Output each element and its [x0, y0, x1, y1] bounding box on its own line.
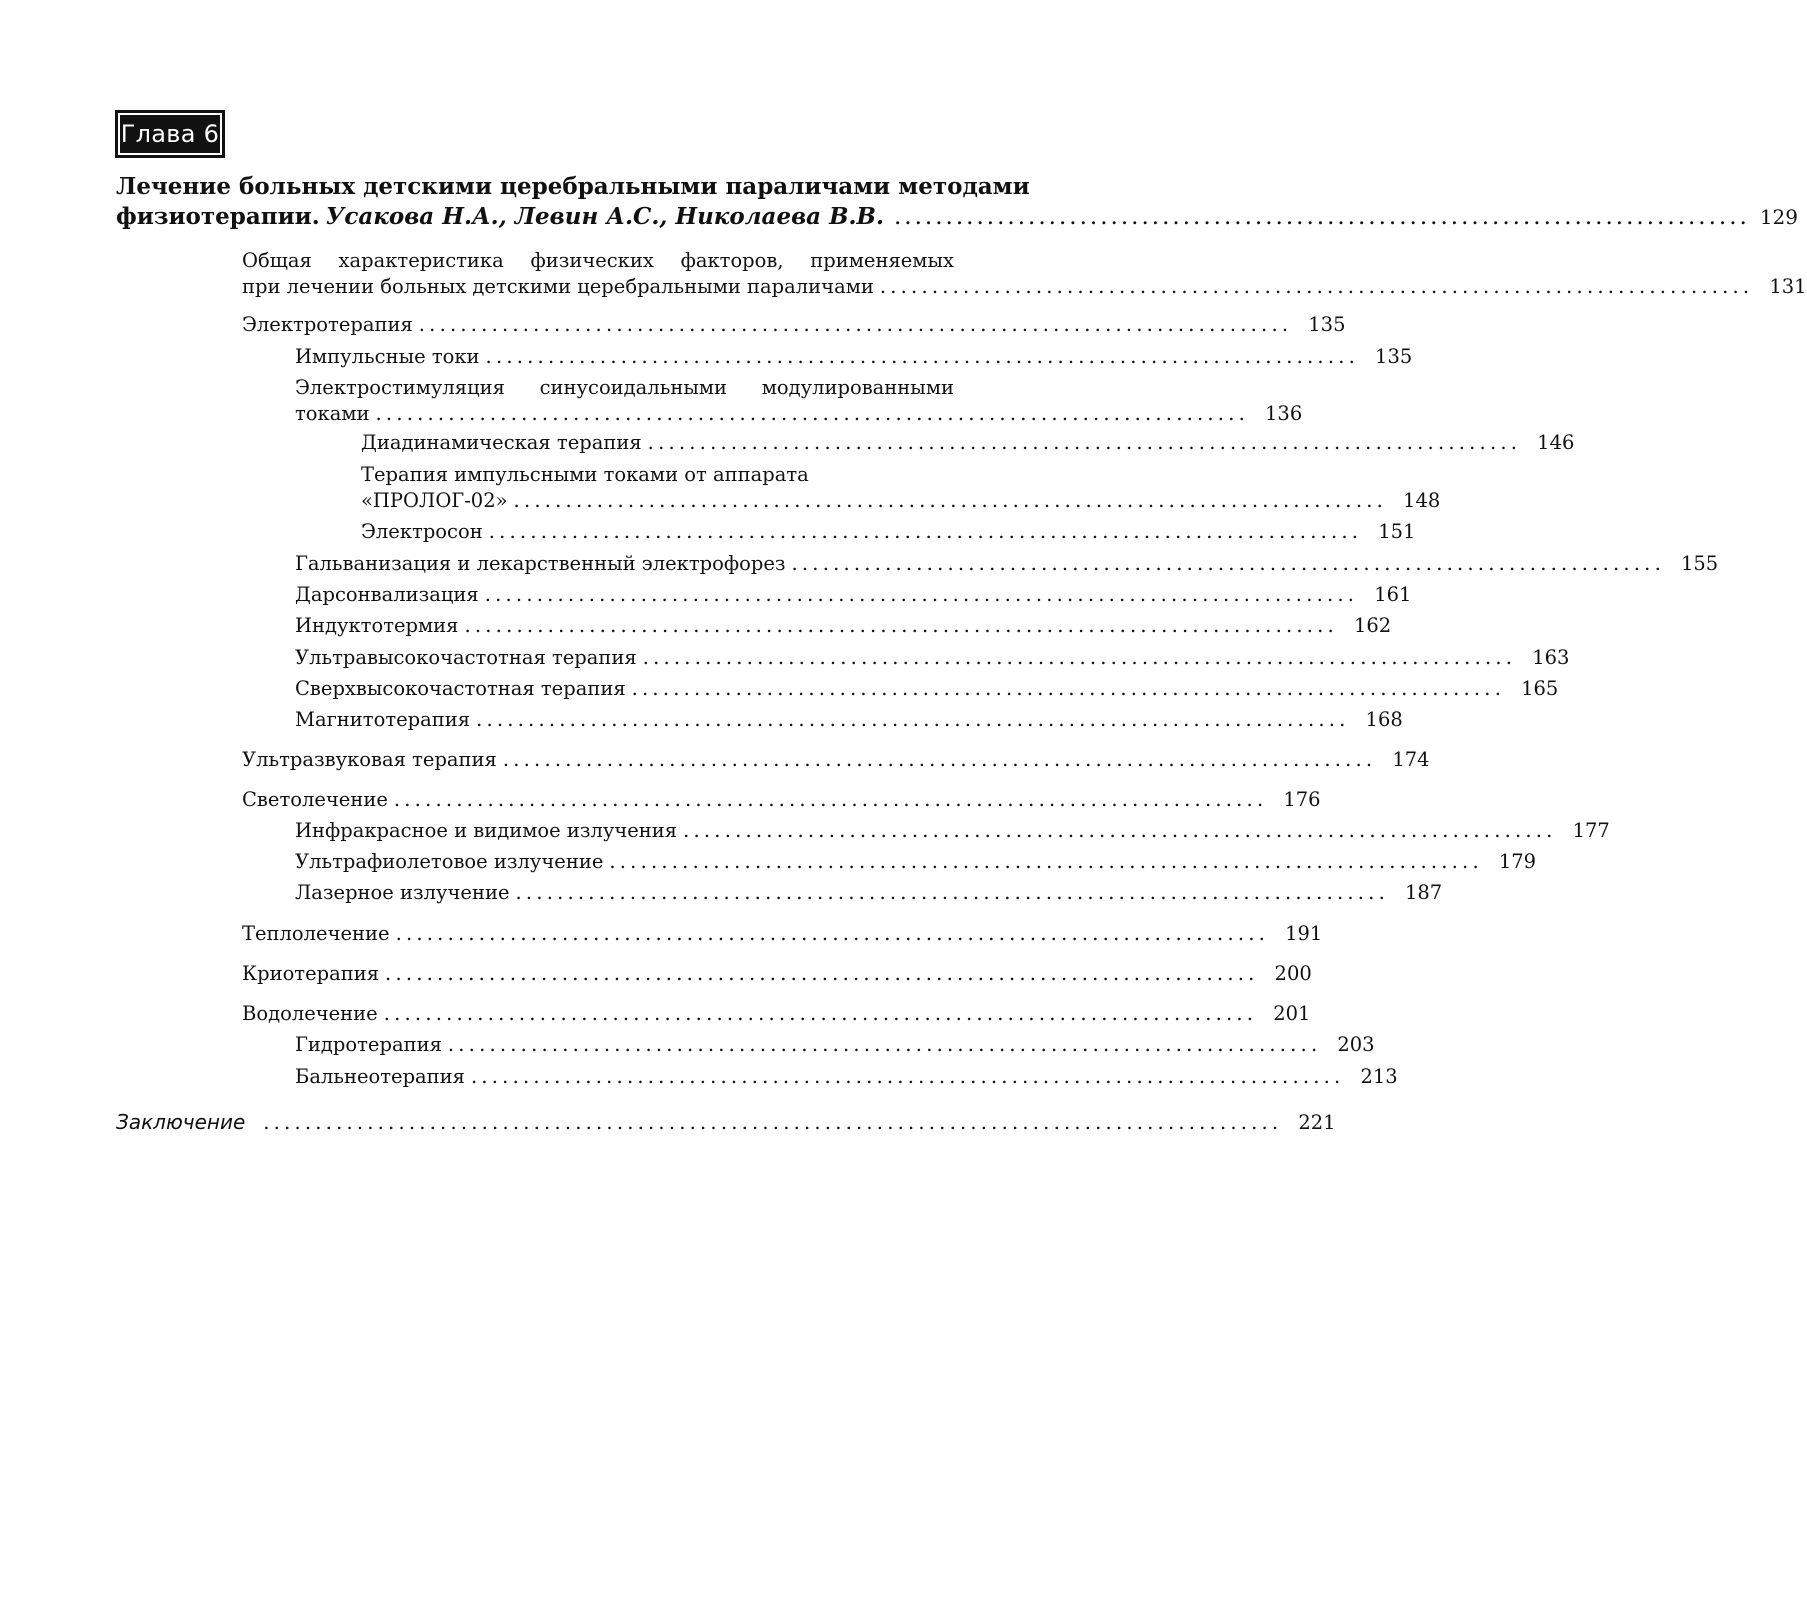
toc-entry[interactable]	[295, 551, 1719, 577]
dot-leader: ....................................................................................	[418, 313, 1293, 336]
dot-leader: ....................................................................................	[464, 614, 1338, 637]
toc-entry[interactable]	[361, 462, 1441, 514]
toc-entry[interactable]	[361, 519, 1416, 545]
dot-leader: ....................................................................................	[879, 275, 1754, 298]
dot-leader: ....................................................................................	[485, 345, 1360, 368]
dot-leader: ....................................................................................	[393, 788, 1268, 811]
toc-entry[interactable]	[295, 1032, 1375, 1058]
dot-leader: ....................................................................................	[642, 646, 1517, 669]
dot-leader: ....................................................................................	[484, 583, 1359, 606]
toc-entry[interactable]	[242, 787, 1321, 813]
toc-entry-title: Магнитотерапия	[295, 708, 471, 731]
toc-entry[interactable]	[242, 961, 1312, 987]
toc-entry-title: Дарсонвализация	[295, 583, 479, 606]
dot-leader: ....................................................................................	[609, 850, 1483, 873]
dot-leader: ....................................................................................	[647, 431, 1522, 454]
toc-entry-title-line1: Электростимуляция синусоидальными модулированными	[295, 376, 954, 399]
toc-entry-page: 165	[1521, 677, 1559, 700]
toc-entry-page: 131	[1769, 275, 1807, 298]
dot-leader: ....................................................................................	[791, 552, 1665, 575]
toc-entry-title: Импульсные токи	[295, 345, 480, 368]
toc-entry[interactable]	[295, 849, 1537, 875]
toc-entry-title: Заключение	[116, 1110, 246, 1134]
toc-entry-page: 155	[1680, 552, 1719, 575]
toc-entry-title: Гидротерапия	[295, 1033, 442, 1056]
dot-leader: ....................................................................................	[385, 962, 1259, 985]
toc-entry[interactable]	[242, 747, 1430, 773]
dot-leader: ....................................................................................	[375, 402, 1249, 425]
toc-entry-title: Индуктотермия	[295, 614, 459, 637]
toc-entry-page: 161	[1374, 583, 1412, 606]
toc-entry-page: 213	[1360, 1065, 1398, 1088]
toc-entry-title: Теплолечение	[242, 922, 390, 945]
dot-leader: ....................................................................................	[683, 819, 1557, 842]
toc-entry-page: 177	[1572, 819, 1610, 842]
dot-leader: ....................................................................................	[488, 520, 1363, 543]
toc-entry[interactable]	[242, 921, 1323, 947]
toc-entry-title: Лазерное излучение	[295, 881, 510, 904]
toc-entry[interactable]	[295, 582, 1412, 608]
toc-entry-page: 179	[1498, 850, 1537, 873]
toc-entry[interactable]	[295, 707, 1403, 733]
dot-leader: ....................................................................................	[502, 748, 1377, 771]
chapter-heading	[116, 172, 1799, 232]
toc-entry-page: 176	[1283, 788, 1321, 811]
toc-entry-page: 168	[1365, 708, 1403, 731]
toc-entry[interactable]	[242, 248, 1807, 300]
chapter-authors: Усакова Н.А., Левин А.С., Николаева В.В.	[325, 203, 884, 230]
toc-entry[interactable]	[242, 312, 1346, 338]
toc-entry-page: 174	[1392, 748, 1430, 771]
toc-entry-title: Ультразвуковая терапия	[242, 748, 497, 771]
toc-entry-title: Светолечение	[242, 788, 388, 811]
toc-entry-title: Инфракрасное и видимое излучения	[295, 819, 678, 842]
toc-entry-title-line1: Терапия импульсными токами от аппарата	[361, 463, 809, 486]
toc-entry-title: Ультравысокочастотная терапия	[295, 646, 637, 669]
dot-leader: ....................................................................................	[470, 1065, 1345, 1088]
toc-entry-title: Водолечение	[242, 1002, 378, 1025]
dot-leader: ....................................................................................	[383, 1002, 1258, 1025]
dot-leader: ....................................................................................	[476, 708, 1350, 731]
dot-leader: ....................................................................................	[395, 922, 1270, 945]
toc-entry-page: 148	[1403, 489, 1441, 512]
toc-entry[interactable]	[295, 375, 1303, 427]
toc-entry-title: «ПРОЛОГ-02»	[361, 489, 508, 512]
toc-entry-page: 151	[1378, 520, 1416, 543]
toc-entry-page: 201	[1273, 1002, 1311, 1025]
toc-entry-page: 203	[1337, 1033, 1375, 1056]
dot-leader: ...................................................................................	[894, 204, 1750, 230]
dot-leader: ....................................................................................	[513, 489, 1388, 512]
chapter-title-line1: Лечение больных детскими церебральными параличами методами	[116, 173, 1030, 200]
toc-entry-title: Криотерапия	[242, 962, 380, 985]
chapter-title-line2	[116, 202, 1799, 232]
toc-entry-title: при лечении больных детскими церебральными параличами	[242, 275, 874, 298]
toc-entry-page: 191	[1285, 922, 1323, 945]
dot-leader: ....................................................................................	[447, 1033, 1322, 1056]
toc-entry-title: Электросон	[361, 520, 483, 543]
chapter-title-line2-text: физиотерапии.	[116, 203, 320, 230]
toc-entry-page: 146	[1537, 431, 1575, 454]
toc-entry-page: 135	[1375, 345, 1413, 368]
toc-entry[interactable]	[295, 1064, 1398, 1090]
toc-entry[interactable]	[295, 344, 1413, 370]
toc-entry-page: 187	[1404, 881, 1443, 904]
toc-entry-title-line1: Общая характеристика физических факторов, применяемых	[242, 249, 954, 272]
toc-entry-page: 163	[1532, 646, 1570, 669]
chapter-badge	[115, 110, 225, 158]
toc-entry-title: Сверхвысокочастотная терапия	[295, 677, 626, 700]
dot-leader: ....................................................................................	[631, 677, 1506, 700]
dot-leader: ....................................................................................	[515, 881, 1389, 904]
dot-leader: ..................................................................................................	[263, 1111, 1283, 1134]
toc-entry-title: Диадинамическая терапия	[361, 431, 642, 454]
toc-entry-title: Гальванизация и лекарственный электрофорез	[295, 552, 786, 575]
toc-entry-title: Электротерапия	[242, 313, 413, 336]
toc-entry-page: 136	[1265, 402, 1303, 425]
toc-entry[interactable]	[295, 613, 1392, 639]
toc-entry-title: Ультрафиолетовое излучение	[295, 850, 604, 873]
toc-entry[interactable]	[295, 880, 1443, 906]
toc-entry[interactable]	[295, 676, 1559, 702]
toc-entry[interactable]	[295, 645, 1570, 671]
chapter-badge-label: Глава 6	[118, 113, 222, 155]
toc-entry-title: Бальнеотерапия	[295, 1065, 465, 1088]
toc-entry-title: токами	[295, 402, 370, 425]
toc-entry-conclusion[interactable]	[116, 1109, 1336, 1136]
toc-entry-page: 162	[1353, 614, 1392, 637]
toc-entry[interactable]	[361, 430, 1575, 456]
toc-entry-page: 221	[1298, 1111, 1336, 1134]
toc-entry-page: 200	[1274, 962, 1312, 985]
chapter-page-number: 129	[1759, 205, 1799, 229]
toc-entry[interactable]	[242, 1001, 1311, 1027]
toc-entry[interactable]	[295, 818, 1610, 844]
toc-entry-page: 135	[1308, 313, 1346, 336]
